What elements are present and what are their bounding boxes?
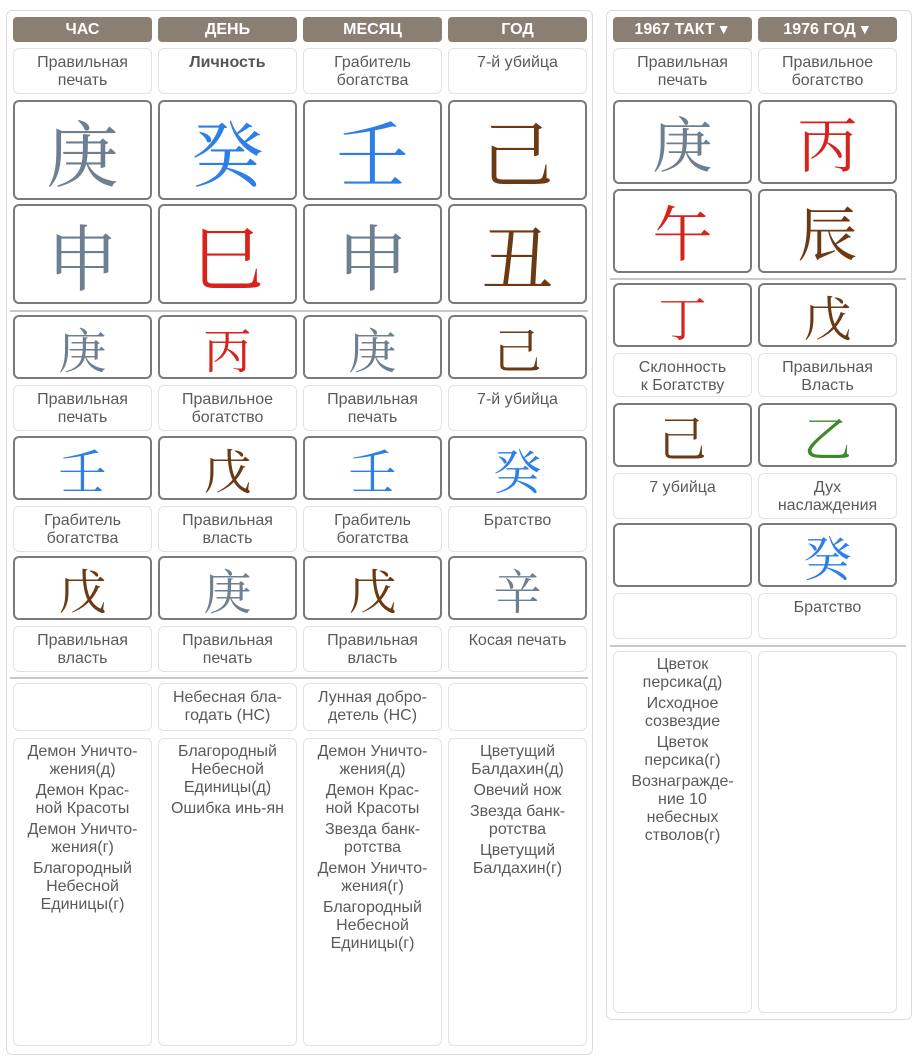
luck-stem-god-label: Правильное богатство [758, 48, 897, 94]
column-header-2: МЕСЯЦ [303, 17, 442, 42]
dropdown-arrow-icon[interactable]: ▼ [716, 21, 731, 37]
stem-god-label: Правильная печать [13, 48, 152, 94]
luck-hidden-god-label: Дух наслаждения [758, 473, 897, 519]
luck-hidden-stem-cell[interactable]: 己 [613, 403, 752, 467]
star-entry: Ошибка инь-ян [170, 800, 284, 817]
luck-branch-cell[interactable]: 午 [613, 189, 752, 273]
earthly-branch-cell[interactable]: 申 [13, 204, 152, 304]
hidden-stem-god-label: Правильная власть [13, 626, 152, 672]
star-entry: Овечий нож [473, 782, 562, 799]
star-entry: Благородный Небесной Единицы(д) [178, 743, 277, 796]
dropdown-arrow-icon[interactable]: ▼ [857, 21, 872, 37]
luck-header-0[interactable]: 1967 ТАКТ ▼ [613, 17, 752, 42]
luck-hidden-stem-cell[interactable]: 戊 [758, 283, 897, 347]
star-entry: Демон Крас- ной Красоты [325, 782, 420, 817]
luck-stars-cell [758, 651, 897, 1013]
heavenly-stem-cell[interactable]: 庚 [13, 100, 152, 200]
section-divider [10, 677, 588, 679]
hidden-stem-cell[interactable]: 庚 [13, 315, 152, 379]
luck-header-1[interactable]: 1976 ГОД ▼ [758, 17, 897, 42]
column-header-3: ГОД [448, 17, 587, 42]
section-divider [610, 278, 906, 280]
luck-hidden-god-label [613, 593, 752, 639]
hidden-stem-god-label: Грабитель богатства [303, 506, 442, 552]
hidden-stem-cell[interactable]: 壬 [13, 436, 152, 500]
hidden-stem-cell[interactable]: 庚 [303, 315, 442, 379]
star-entry: Благородный Небесной Единицы(г) [323, 899, 422, 952]
symbolic-stars-cell [158, 738, 297, 1046]
luck-branch-cell[interactable]: 辰 [758, 189, 897, 273]
star-entry: Цветущий Балдахин(г) [472, 842, 563, 877]
hidden-stem-god-label: Грабитель богатства [13, 506, 152, 552]
hidden-stem-cell[interactable]: 庚 [158, 556, 297, 620]
star-entry: Демон Уничто- жения(г) [317, 860, 428, 895]
column-header-0: ЧАС [13, 17, 152, 42]
luck-hidden-god-label: Братство [758, 593, 897, 639]
symbolic-stars-cell [13, 738, 152, 1046]
star-entry: Цветок персика(г) [644, 734, 721, 769]
virtue-star-cell: Небесная бла- годать (НС) [158, 683, 297, 731]
luck-hidden-god-label: Склонность к Богатству [613, 353, 752, 397]
star-entry: Звезда банк- ротства [469, 803, 566, 838]
hidden-stem-god-label: 7-й убийца [448, 385, 587, 431]
luck-hidden-god-label: 7 убийца [613, 473, 752, 519]
star-entry: Благородный Небесной Единицы(г) [33, 860, 132, 913]
hidden-stem-god-label: Правильная печать [303, 385, 442, 431]
hidden-stem-god-label: Косая печать [448, 626, 587, 672]
luck-stem-cell[interactable]: 庚 [613, 100, 752, 184]
hidden-stem-cell[interactable]: 戊 [13, 556, 152, 620]
hidden-stem-cell[interactable]: 己 [448, 315, 587, 379]
star-entry: Демон Уничто- жения(д) [317, 743, 428, 778]
star-entry: Демон Уничто- жения(д) [27, 743, 138, 778]
hidden-stem-cell[interactable]: 辛 [448, 556, 587, 620]
hidden-stem-cell[interactable]: 戊 [158, 436, 297, 500]
hidden-stem-god-label: Правильное богатство [158, 385, 297, 431]
star-entry: Цветущий Балдахин(д) [471, 743, 564, 778]
hidden-stem-cell[interactable]: 戊 [303, 556, 442, 620]
hidden-stem-cell[interactable]: 癸 [448, 436, 587, 500]
hidden-stem-god-label: Правильная печать [158, 626, 297, 672]
hidden-stem-cell[interactable]: 壬 [303, 436, 442, 500]
stem-god-label: Грабитель богатства [303, 48, 442, 94]
star-entry: Вознагражде- ние 10 небесных стволов(г) [631, 773, 734, 844]
star-entry: Цветок персика(д) [642, 656, 723, 691]
luck-hidden-stem-cell[interactable] [613, 523, 752, 587]
stem-god-label: Личность [158, 48, 297, 94]
virtue-star-cell [13, 683, 152, 731]
hidden-stem-cell[interactable]: 丙 [158, 315, 297, 379]
earthly-branch-cell[interactable]: 丑 [448, 204, 587, 304]
heavenly-stem-cell[interactable]: 壬 [303, 100, 442, 200]
heavenly-stem-cell[interactable]: 己 [448, 100, 587, 200]
luck-stars-cell [613, 651, 752, 1013]
hidden-stem-god-label: Правильная власть [303, 626, 442, 672]
hidden-stem-god-label: Правильная власть [158, 506, 297, 552]
hidden-stem-god-label: Братство [448, 506, 587, 552]
luck-stem-cell[interactable]: 丙 [758, 100, 897, 184]
earthly-branch-cell[interactable]: 巳 [158, 204, 297, 304]
star-entry: Демон Уничто- жения(г) [27, 821, 138, 856]
earthly-branch-cell[interactable]: 申 [303, 204, 442, 304]
virtue-star-cell [448, 683, 587, 731]
star-entry: Исходное созвездие [644, 695, 721, 730]
virtue-star-cell: Лунная добро- детель (НС) [303, 683, 442, 731]
symbolic-stars-cell [448, 738, 587, 1046]
heavenly-stem-cell[interactable]: 癸 [158, 100, 297, 200]
luck-hidden-stem-cell[interactable]: 癸 [758, 523, 897, 587]
luck-hidden-stem-cell[interactable]: 乙 [758, 403, 897, 467]
luck-stem-god-label: Правильная печать [613, 48, 752, 94]
star-entry: Звезда банк- ротства [324, 821, 421, 856]
luck-hidden-stem-cell[interactable]: 丁 [613, 283, 752, 347]
column-header-1: ДЕНЬ [158, 17, 297, 42]
section-divider [610, 645, 906, 647]
hidden-stem-god-label: Правильная печать [13, 385, 152, 431]
symbolic-stars-cell [303, 738, 442, 1046]
luck-hidden-god-label: Правильная Власть [758, 353, 897, 397]
star-entry: Демон Крас- ной Красоты [35, 782, 130, 817]
stem-god-label: 7-й убийца [448, 48, 587, 94]
